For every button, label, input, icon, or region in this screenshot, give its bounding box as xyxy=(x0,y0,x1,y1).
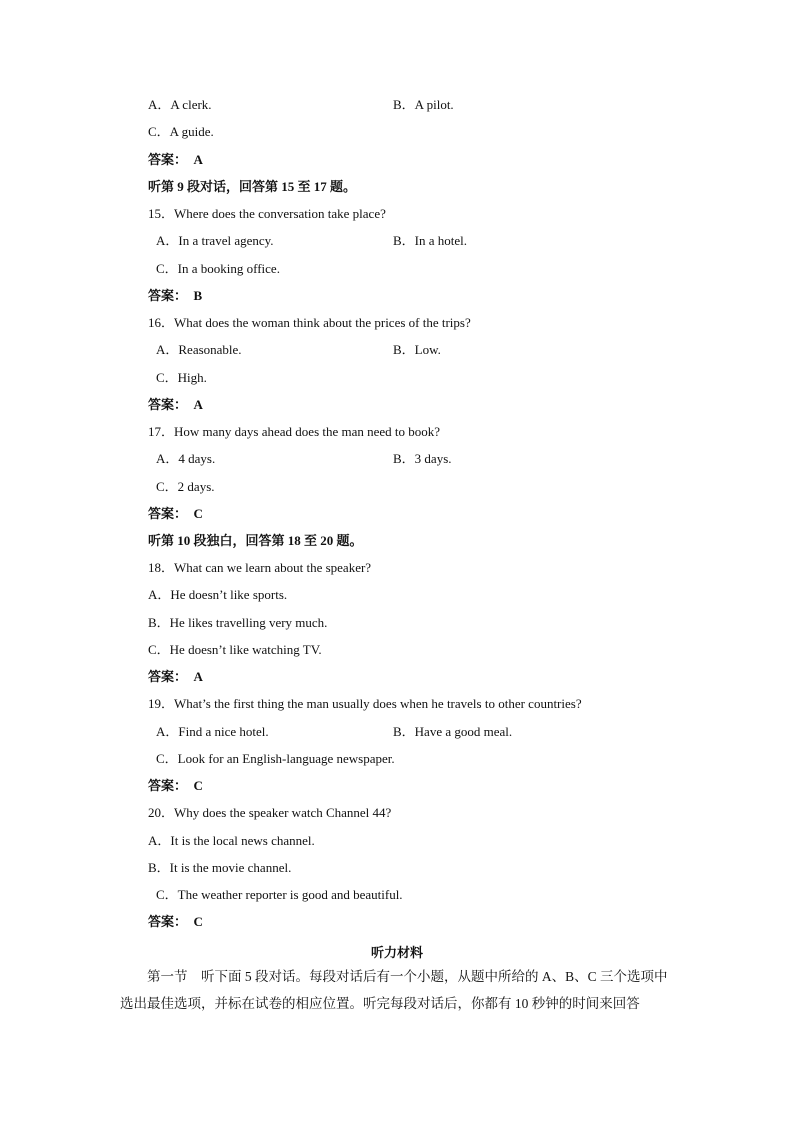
option-a: A．A clerk. xyxy=(148,97,212,112)
option-b: B．A pilot. xyxy=(393,97,454,112)
question-20: 20．Why does the speaker watch Channel 44? xyxy=(148,805,392,820)
section-title: 听力材料 xyxy=(370,945,423,960)
option-c: C．A guide. xyxy=(148,124,214,139)
question-16: 16．What does the woman think about the prices of the trips? xyxy=(148,315,471,330)
answer: 答案： C xyxy=(148,914,203,929)
option-b: B．It is the movie channel. xyxy=(148,860,292,875)
question-18: 18．What can we learn about the speaker? xyxy=(148,560,372,575)
option-c: C．Look for an English-language newspaper. xyxy=(156,751,395,766)
answer: 答案： A xyxy=(148,669,203,684)
intro-paragraph: 第一节 听下面 5 段对话。每段对话后有一个小题，从题中所给的 A、B、C 三个选项中选出最佳选项，并标在试卷的相应位置。听完每段对话后，你都有 10 秒钟的时间来回答 xyxy=(120,969,668,1011)
option-a: A．It is the local news channel. xyxy=(148,833,315,848)
option-c: C．2 days. xyxy=(156,479,215,494)
option-b: B．Have a good meal. xyxy=(393,724,513,739)
answer: 答案： A xyxy=(148,397,203,412)
option-c: C．He doesn’t like watching TV. xyxy=(148,642,322,657)
option-c: C．The weather reporter is good and beautiful. xyxy=(156,887,403,902)
option-a: A．Find a nice hotel. xyxy=(156,724,269,739)
option-b: B．In a hotel. xyxy=(393,233,468,248)
option-c: C．In a booking office. xyxy=(156,261,280,276)
answer: 答案： A xyxy=(148,152,203,167)
answer: 答案： C xyxy=(148,778,203,793)
option-b: B．Low. xyxy=(393,342,441,357)
option-a: A．He doesn’t like sports. xyxy=(148,587,288,602)
option-a: A．4 days. xyxy=(156,451,216,466)
answer: 答案： B xyxy=(148,288,203,303)
question-19: 19．What’s the first thing the man usually does when he travels to other countries? xyxy=(148,696,582,711)
section-instruction: 听第 10 段独白，回答第 18 至 20 题。 xyxy=(148,533,363,548)
option-b: B．3 days. xyxy=(393,451,452,466)
question-17: 17．How many days ahead does the man need to book? xyxy=(148,424,441,439)
option-a: A．In a travel agency. xyxy=(156,233,274,248)
section-instruction: 听第 9 段对话，回答第 15 至 17 题。 xyxy=(148,179,357,194)
answer: 答案： C xyxy=(148,506,203,521)
option-a: A．Reasonable. xyxy=(156,342,242,357)
question-15: 15．Where does the conversation take place? xyxy=(148,206,386,221)
option-b: B．He likes travelling very much. xyxy=(148,615,328,630)
option-c: C．High. xyxy=(156,370,207,385)
